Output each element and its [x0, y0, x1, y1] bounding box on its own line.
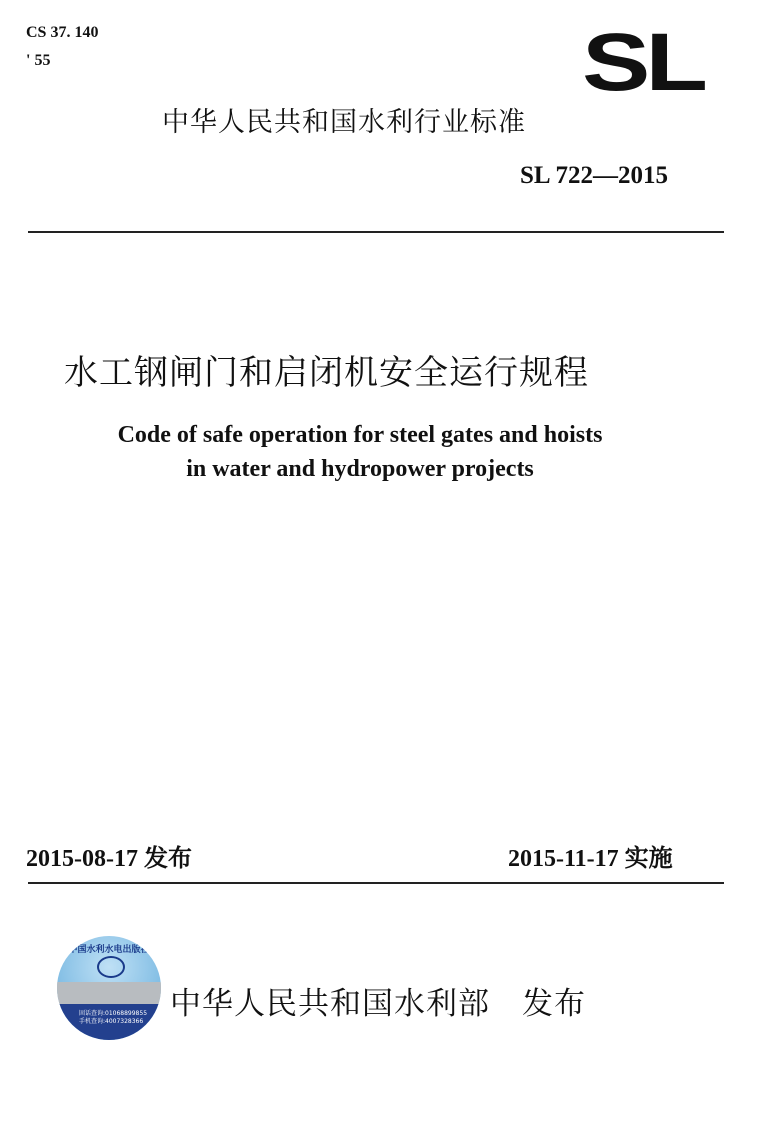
- issue-date: 2015-08-17 发布: [26, 846, 192, 872]
- sl-logo: SL: [582, 17, 703, 108]
- title-chinese: 水工钢闸门和启闭机安全运行规程: [64, 353, 589, 393]
- bottom-divider: [28, 882, 724, 884]
- seal-ring-text: 中国水利水电出版社: [68, 945, 150, 955]
- scratch-band: [57, 982, 161, 1004]
- implementation-date: 2015-11-17 实施: [508, 846, 673, 872]
- anti-counterfeit-seal: [57, 936, 161, 1040]
- title-english-line1: Code of safe operation for steel gates and hoists: [117, 422, 603, 448]
- title-english-line2: in water and hydropower projects: [186, 456, 534, 482]
- publisher: 中华人民共和国水利部 发布: [170, 986, 586, 1022]
- seal-phone-block: [57, 1004, 161, 1040]
- ics-code: CS 37. 140: [26, 24, 99, 41]
- seal-phone-line1: 固话查询:01068899855: [79, 1010, 148, 1017]
- publisher-emblem-icon: [97, 956, 125, 978]
- top-divider: [28, 231, 724, 233]
- ccs-code: ' 55: [26, 52, 51, 69]
- standard-type: 中华人民共和国水利行业标准: [162, 107, 526, 138]
- seal-phone-line2: 手机查询:4007328366: [79, 1018, 144, 1025]
- standard-number: SL 722—2015: [520, 162, 668, 189]
